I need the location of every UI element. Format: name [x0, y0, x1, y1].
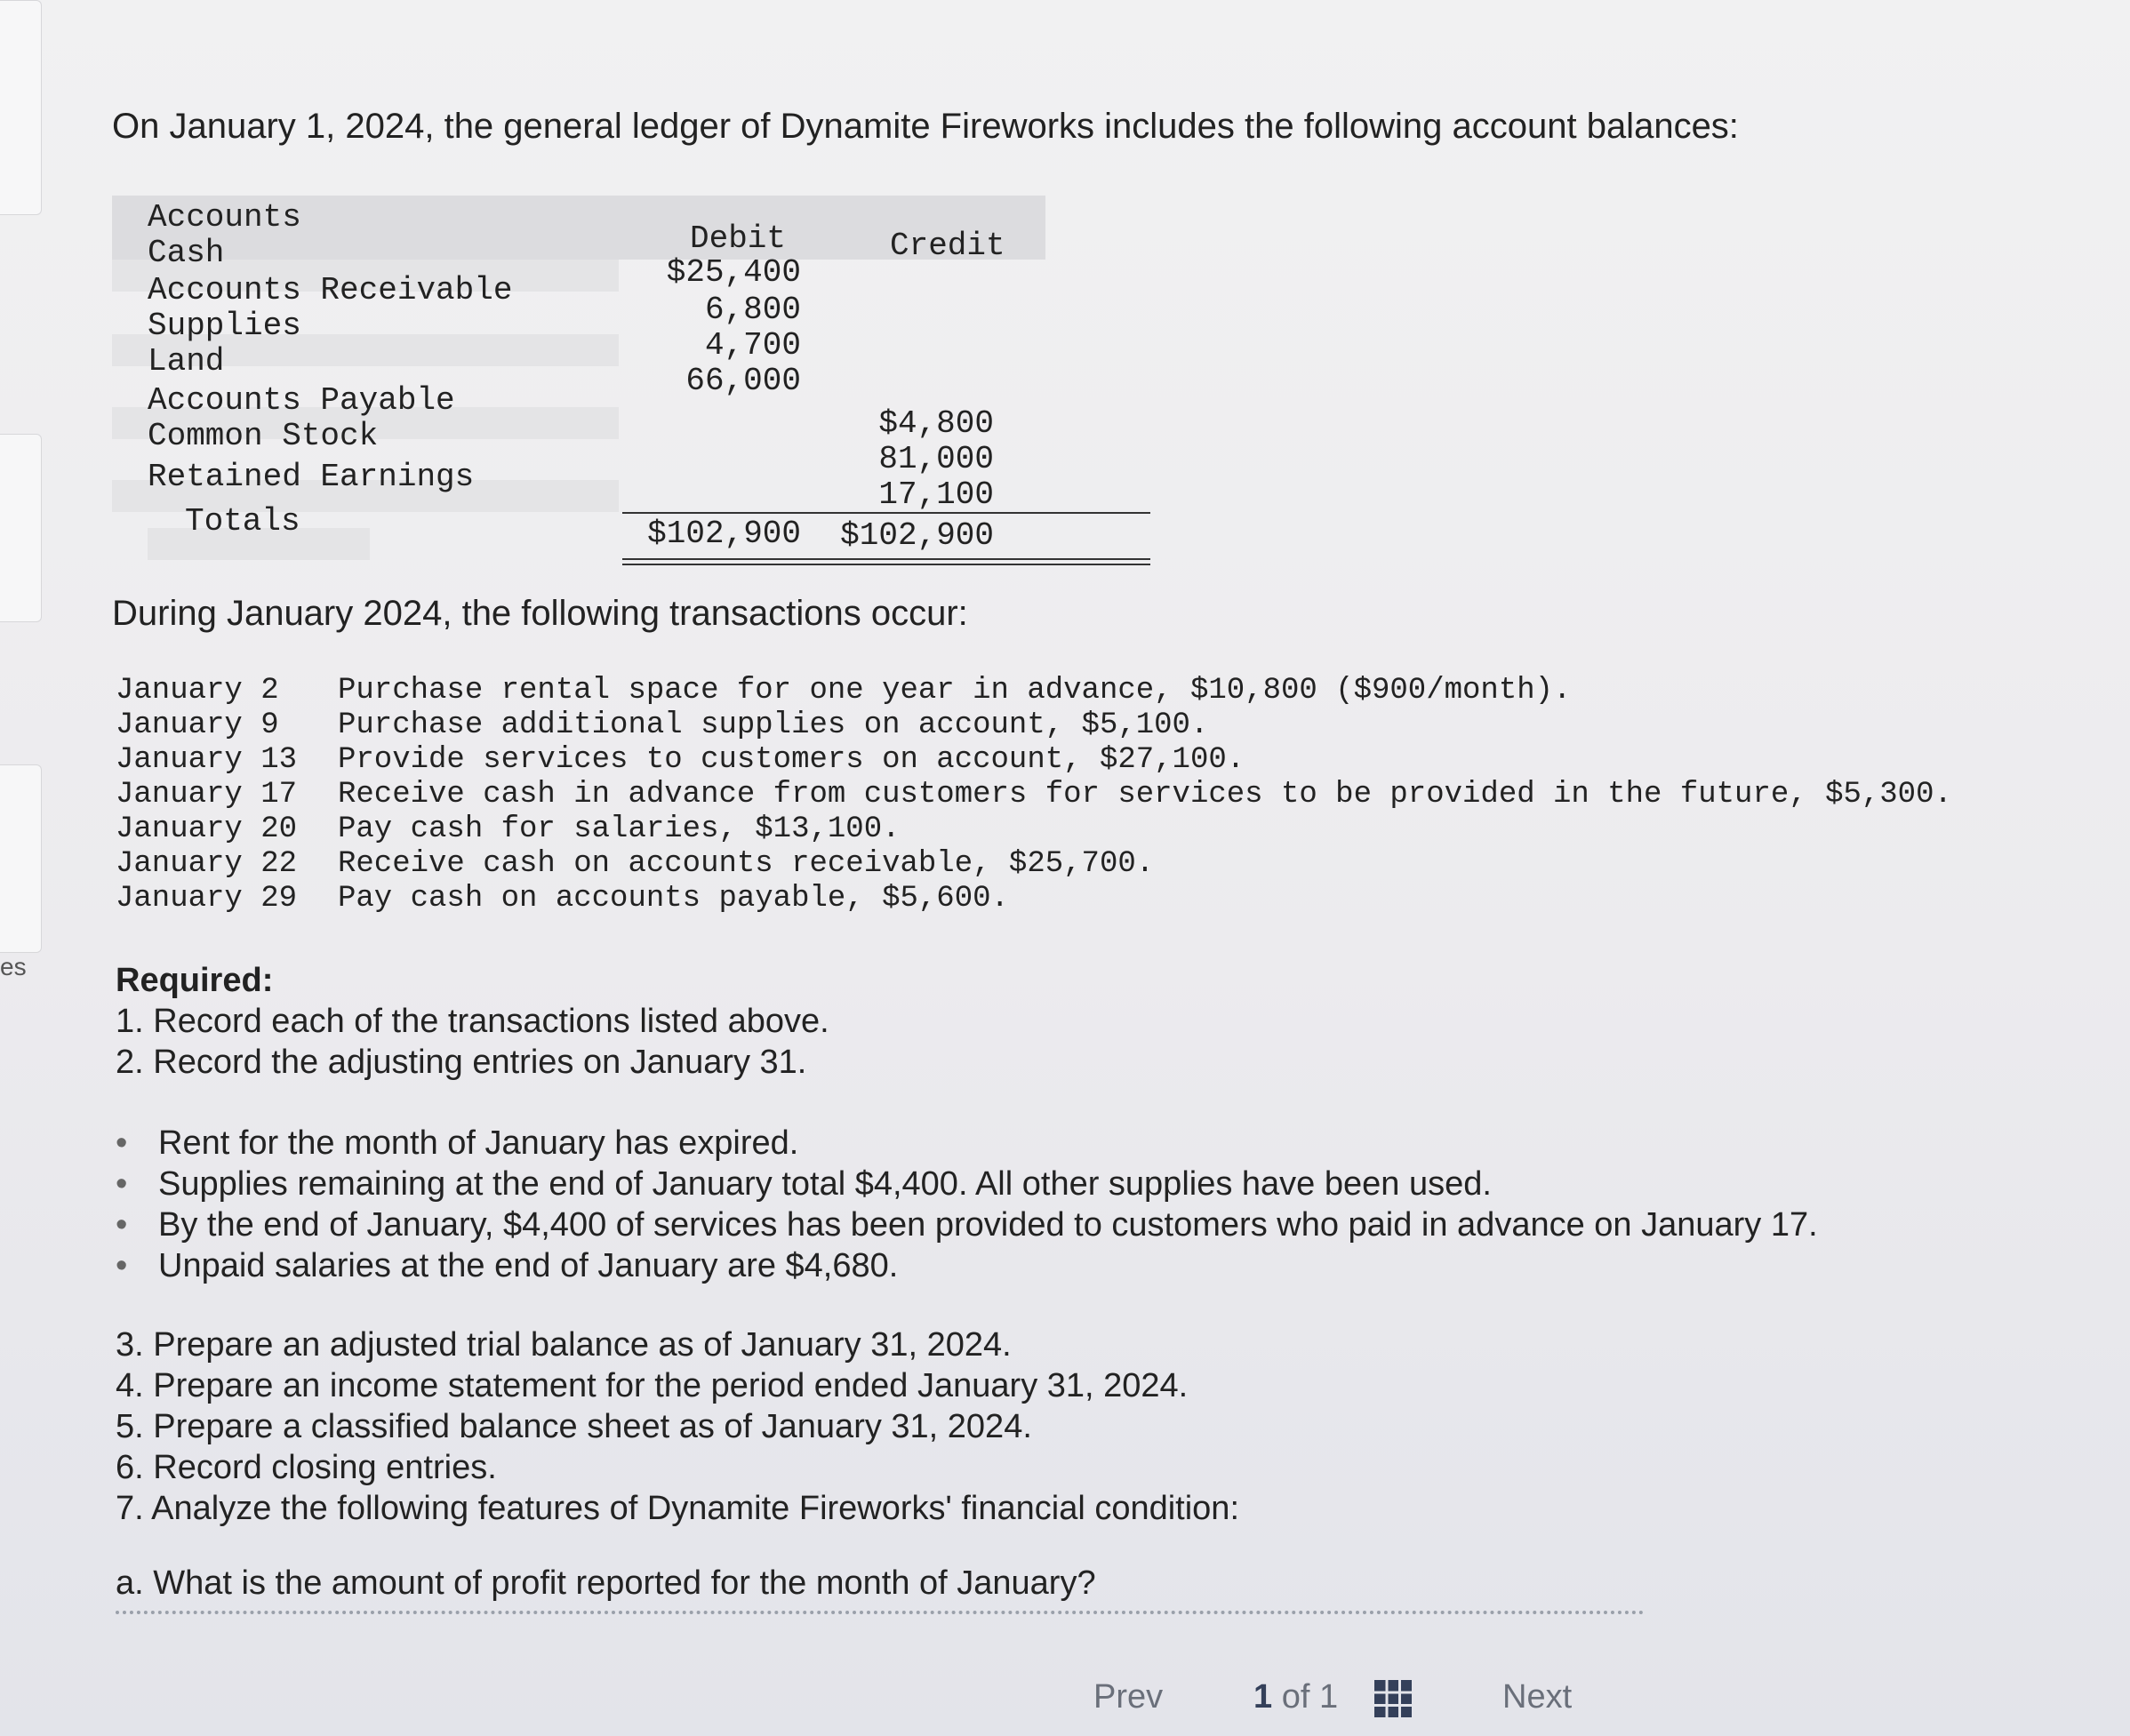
- next-button[interactable]: Next: [1502, 1678, 1573, 1716]
- required-item: 1. Record each of the transactions listed above.: [116, 1003, 829, 1040]
- transaction-date: January 29: [116, 882, 298, 916]
- bullet-icon: •: [116, 1206, 128, 1244]
- required-title: Required:: [116, 962, 274, 999]
- adjustment-text: Rent for the month of January has expired.: [158, 1124, 799, 1162]
- transaction-row: [116, 743, 1952, 778]
- transaction-date: January 22: [116, 847, 298, 881]
- debit-header: Debit: [690, 220, 787, 257]
- transaction-text: Receive cash on accounts receivable, $25,700.: [338, 847, 1155, 881]
- left-panel-tab: [0, 764, 42, 953]
- bullet-icon: •: [116, 1165, 128, 1203]
- totals-label: Totals: [185, 503, 300, 540]
- page-indicator: [1253, 1678, 1338, 1716]
- left-panel-label: es: [0, 953, 27, 980]
- adjustment-text: Supplies remaining at the end of January total $4,400. All other supplies have been used.: [158, 1165, 1492, 1203]
- transaction-date: January 20: [116, 812, 298, 846]
- transaction-date: January 17: [116, 778, 298, 812]
- required-item: 6. Record closing entries.: [116, 1449, 497, 1486]
- credit-value: 81,000: [878, 441, 994, 477]
- credit-header: Credit: [890, 228, 1005, 264]
- account-name: Accounts Receivable: [148, 272, 513, 308]
- credit-value: 17,100: [878, 476, 994, 513]
- left-panel-tab: [0, 434, 42, 622]
- sub-question: a. What is the amount of profit reported for the month of January?: [116, 1564, 1096, 1602]
- required-item: 3. Prepare an adjusted trial balance as of January 31, 2024.: [116, 1326, 1012, 1364]
- pagination: [1058, 1678, 1680, 1728]
- transactions-intro: During January 2024, the following transactions occur:: [112, 594, 968, 633]
- account-name: Common Stock: [148, 418, 379, 454]
- total-credit: $102,900: [840, 517, 994, 554]
- transaction-row: [116, 708, 1952, 743]
- adjustment-text: By the end of January, $4,400 of services has been provided to customers who paid in advance on January 17.: [158, 1206, 1818, 1244]
- transaction-row: [116, 882, 1952, 916]
- adjustments-list: [116, 1124, 1818, 1288]
- required-item: 7. Analyze the following features of Dynamite Fireworks' financial condition:: [116, 1490, 1240, 1527]
- transaction-text: Purchase rental space for one year in advance, $10,800 ($900/month).: [338, 674, 1572, 708]
- more-requirements: [116, 1326, 1239, 1531]
- transactions-list: [116, 674, 1952, 916]
- account-name: Land: [148, 343, 225, 380]
- bullet-icon: •: [116, 1247, 128, 1284]
- debit-value: 66,000: [685, 363, 801, 399]
- account-name: Retained Earnings: [148, 459, 475, 495]
- transaction-date: January 13: [116, 743, 298, 777]
- bullet-icon: •: [116, 1124, 128, 1162]
- list-item: [116, 1165, 1818, 1206]
- debit-value: 4,700: [704, 327, 801, 364]
- transaction-row: [116, 674, 1952, 708]
- required-section: [116, 962, 829, 1084]
- transaction-text: Purchase additional supplies on account, $5,100.: [338, 708, 1209, 742]
- transaction-text: Pay cash on accounts payable, $5,600.: [338, 882, 1009, 916]
- debit-value: $25,400: [666, 254, 801, 291]
- list-item: [116, 1124, 1818, 1165]
- left-panel-tab: [0, 0, 42, 215]
- account-name: Accounts Payable: [148, 382, 455, 419]
- ledger-table: [112, 196, 1045, 569]
- accounts-header: Accounts: [148, 199, 301, 236]
- credit-value: $4,800: [878, 405, 994, 442]
- transaction-date: January 9: [116, 708, 279, 742]
- list-item: [116, 1247, 1818, 1288]
- list-item: [116, 1206, 1818, 1247]
- cut-off-text: [116, 1611, 1645, 1623]
- adjustment-text: Unpaid salaries at the end of January are $4,680.: [158, 1247, 899, 1284]
- grid-icon[interactable]: [1374, 1680, 1412, 1717]
- required-item: 5. Prepare a classified balance sheet as of January 31, 2024.: [116, 1408, 1032, 1445]
- transaction-date: January 2: [116, 674, 279, 708]
- required-item: 4. Prepare an income statement for the period ended January 31, 2024.: [116, 1367, 1189, 1404]
- transaction-text: Receive cash in advance from customers for services to be provided in the future, $5,300.: [338, 778, 1952, 812]
- required-item: 2. Record the adjusting entries on January 31.: [116, 1044, 807, 1081]
- account-name: Cash: [148, 235, 225, 271]
- transaction-row: [116, 847, 1952, 882]
- account-name: Supplies: [148, 308, 301, 344]
- page-total: of 1: [1281, 1678, 1339, 1716]
- intro-text: On January 1, 2024, the general ledger of Dynamite Fireworks includes the following account balances:: [112, 107, 1739, 146]
- total-debit: $102,900: [647, 516, 801, 552]
- current-page: 1: [1253, 1678, 1273, 1716]
- prev-button[interactable]: Prev: [1093, 1678, 1164, 1716]
- transaction-text: Provide services to customers on account, $27,100.: [338, 743, 1245, 777]
- transaction-row: [116, 812, 1952, 847]
- transaction-row: [116, 778, 1952, 812]
- debit-value: 6,800: [704, 292, 801, 328]
- transaction-text: Pay cash for salaries, $13,100.: [338, 812, 901, 846]
